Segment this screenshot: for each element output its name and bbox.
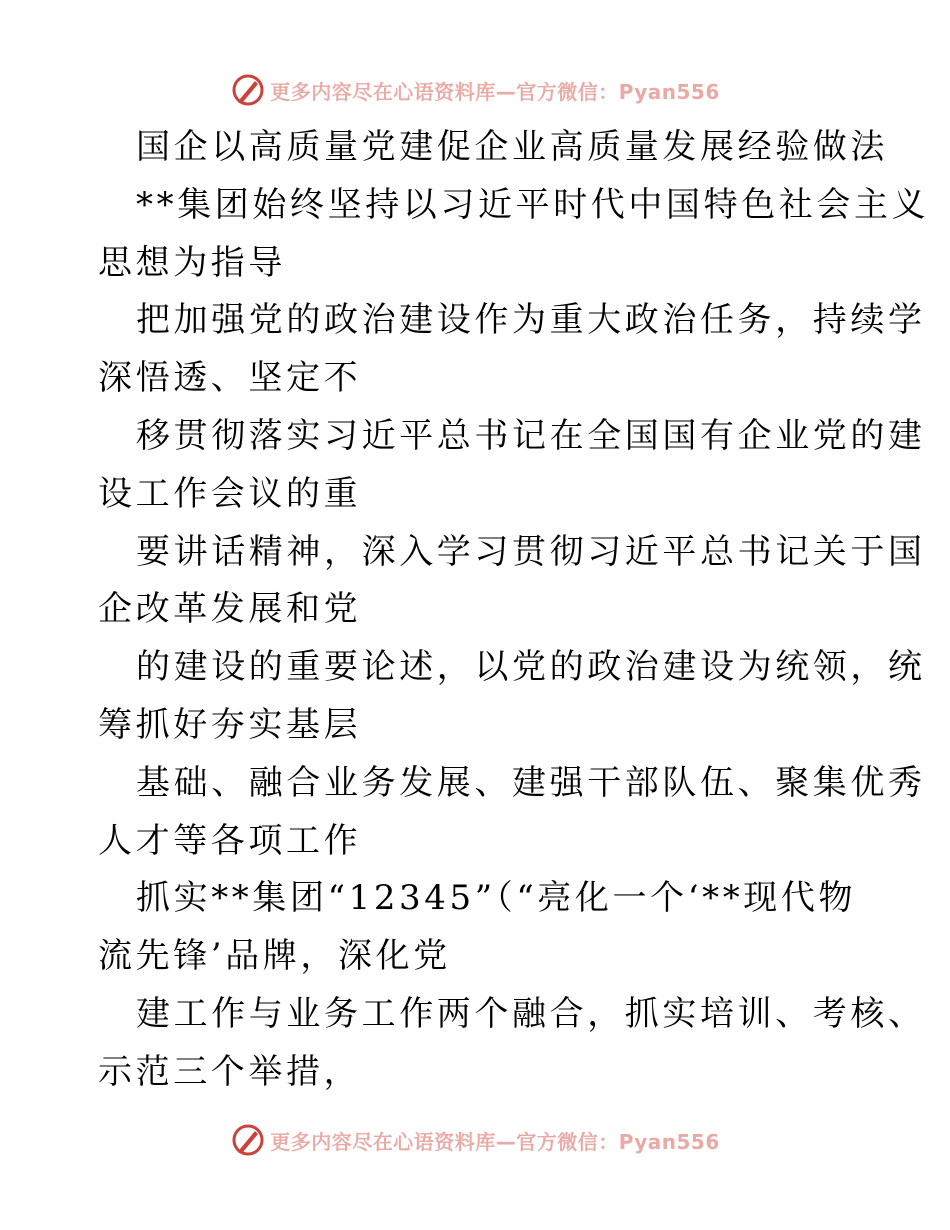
text-line: 企改革发展和党 <box>98 589 362 630</box>
text-line: 思想为指导 <box>98 242 286 283</box>
footer-watermark <box>0 1120 950 1160</box>
text-line: 把加强党的政治建设作为重大政治任务，持续学 <box>136 300 926 341</box>
document-body <box>98 119 930 1102</box>
text-line: 基础、融合业务发展、建强干部队伍、聚集优秀 <box>136 762 926 803</box>
text-line: 流先锋’品牌，深化党 <box>98 936 451 977</box>
text-line: 深悟透、坚定不 <box>98 358 362 399</box>
text-line: 的建设的重要论述，以党的政治建设为统领，统 <box>136 647 926 688</box>
text-line: 要讲话精神，深入学习贯彻习近平总书记关于国 <box>136 531 926 572</box>
text-line: 设工作会议的重 <box>98 473 362 514</box>
watermark-text: 更多内容尽在心语资料库—官方微信：Pyan556 <box>270 79 720 104</box>
header-watermark <box>0 70 950 110</box>
text-line: 抓实**集团“12345”（“亮化一个‘**现代物 <box>136 878 857 919</box>
text-line: 移贯彻落实习近平总书记在全国国有企业党的建 <box>136 415 926 456</box>
quill-pen-circle-icon <box>230 1122 266 1158</box>
watermark-text: 更多内容尽在心语资料库—官方微信：Pyan556 <box>270 1129 720 1154</box>
text-line: 筹抓好夯实基层 <box>98 704 362 745</box>
text-line: 国企以高质量党建促企业高质量发展经验做法 <box>136 127 888 167</box>
text-line: **集团始终坚持以习近平时代中国特色社会主义 <box>136 184 930 225</box>
text-line: 人才等各项工作 <box>98 820 362 861</box>
text-line: 示范三个举措， <box>98 1051 362 1092</box>
quill-pen-circle-icon <box>230 72 266 108</box>
text-line: 建工作与业务工作两个融合，抓实培训、考核、 <box>136 993 926 1034</box>
